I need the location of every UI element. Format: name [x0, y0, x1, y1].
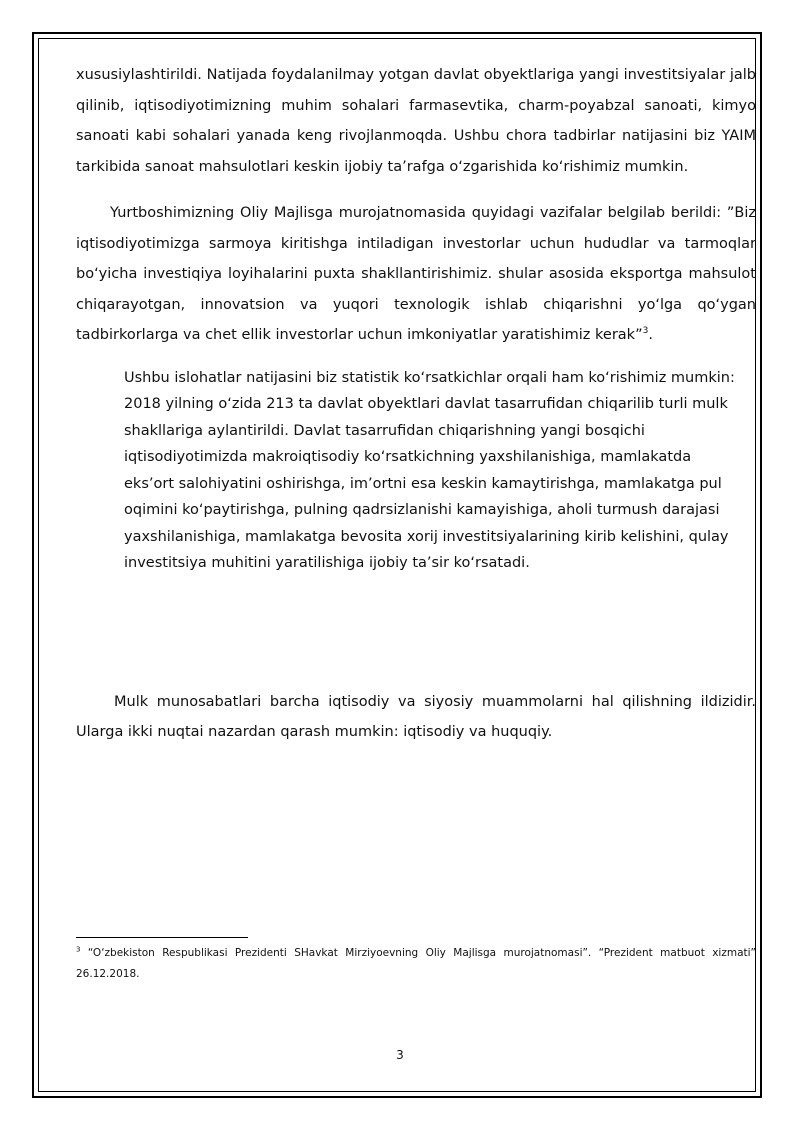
block-quote-statistics: Ushbu islohatlar natijasini biz statistik ko‘rsatkichlar orqali ham ko‘rishimiz mumkin: 2018 yilning o‘zida 213 ta davlat obyektlari davlat tasarrufidan chiqarilib turli mulk shakllariga aylantirildi. Davlat tasarrufidan chiqarishning yangi bosqichi iqtisodiyotimizda makroiqtisodiy ko‘rsatkichning yaxshilanishiga, mamlakatda eks’ort salohiyatini oshirishga, im’ortni esa keskin kamaytirishga, mamlakatga pul oqimini ko‘paytirishga, pulning qadrsizlanishi kamayishiga, aholi turmush darajasi yaxshilanishiga, mamlakatga bevosita xorij investitsiyalarining kirib kelishini, qulay investitsiya muhitini yaratilishiga ijobiy ta’sir ko‘rsatadi. — [124, 369, 735, 571]
paragraph-president-address — [76, 198, 756, 351]
footnote — [76, 943, 756, 985]
paragraph-privatization: xususiylashtirildi. Natijada foydalanilmay yotgan davlat obyektlariga yangi investitsiyalar jalb qilinib, iqtisodiyotimizning muhim sohalari farmasevtika, charm-poyabzal sanoati, kimyo sanoati kabi sohalari yanada keng rivojlanmoqda. Ushbu chora tadbirlar natijasini biz YAIM tarkibida sanoat mahsulotlari keskin ijobiy ta’rafga o‘zgarishida ko‘rishimiz mumkin. — [76, 67, 756, 175]
paragraph-president-address-text: Yurtboshimizning Oliy Majlisga murojatnomasida quyidagi vazifalar belgilab berildi: ”Biz iqtisodiyotimizga sarmoya kiritishga intiladigan investorlar uchun hududlar va tarmoqlar bo‘yicha investiqiya loyihalarini puxta shakllantirishimiz. shular asosida eksportga mahsulot chiqarayotgan, innovatsion va yuqori texnologik ishlab chiqarishni yo‘lga qo‘ygan tadbirkorlarga va chet ellik investorlar uchun imkoniyatlar yaratishimiz kerak” — [76, 205, 756, 343]
page-number: 3 — [396, 1048, 404, 1062]
paragraph-end-punct: . — [648, 327, 653, 343]
footnote-separator — [76, 937, 248, 938]
paragraph-property-relations: Mulk munosabatlari barcha iqtisodiy va siyosiy muammolarni hal qilishning ildizidir. Ularga ikki nuqtai nazardan qarash mumkin: iqtisodiy va huquqiy. — [76, 693, 756, 740]
footnote-number: 3 — [76, 945, 81, 954]
footnote-text: “O‘zbekiston Respublikasi Prezidenti SHavkat Mirziyoevning Oliy Majlisga murojatnomasi”. “Prezident matbuot xizmati” 26.12.2018. — [76, 947, 756, 980]
footnote-reference[interactable]: 3 — [642, 326, 649, 337]
document-body — [76, 60, 756, 748]
